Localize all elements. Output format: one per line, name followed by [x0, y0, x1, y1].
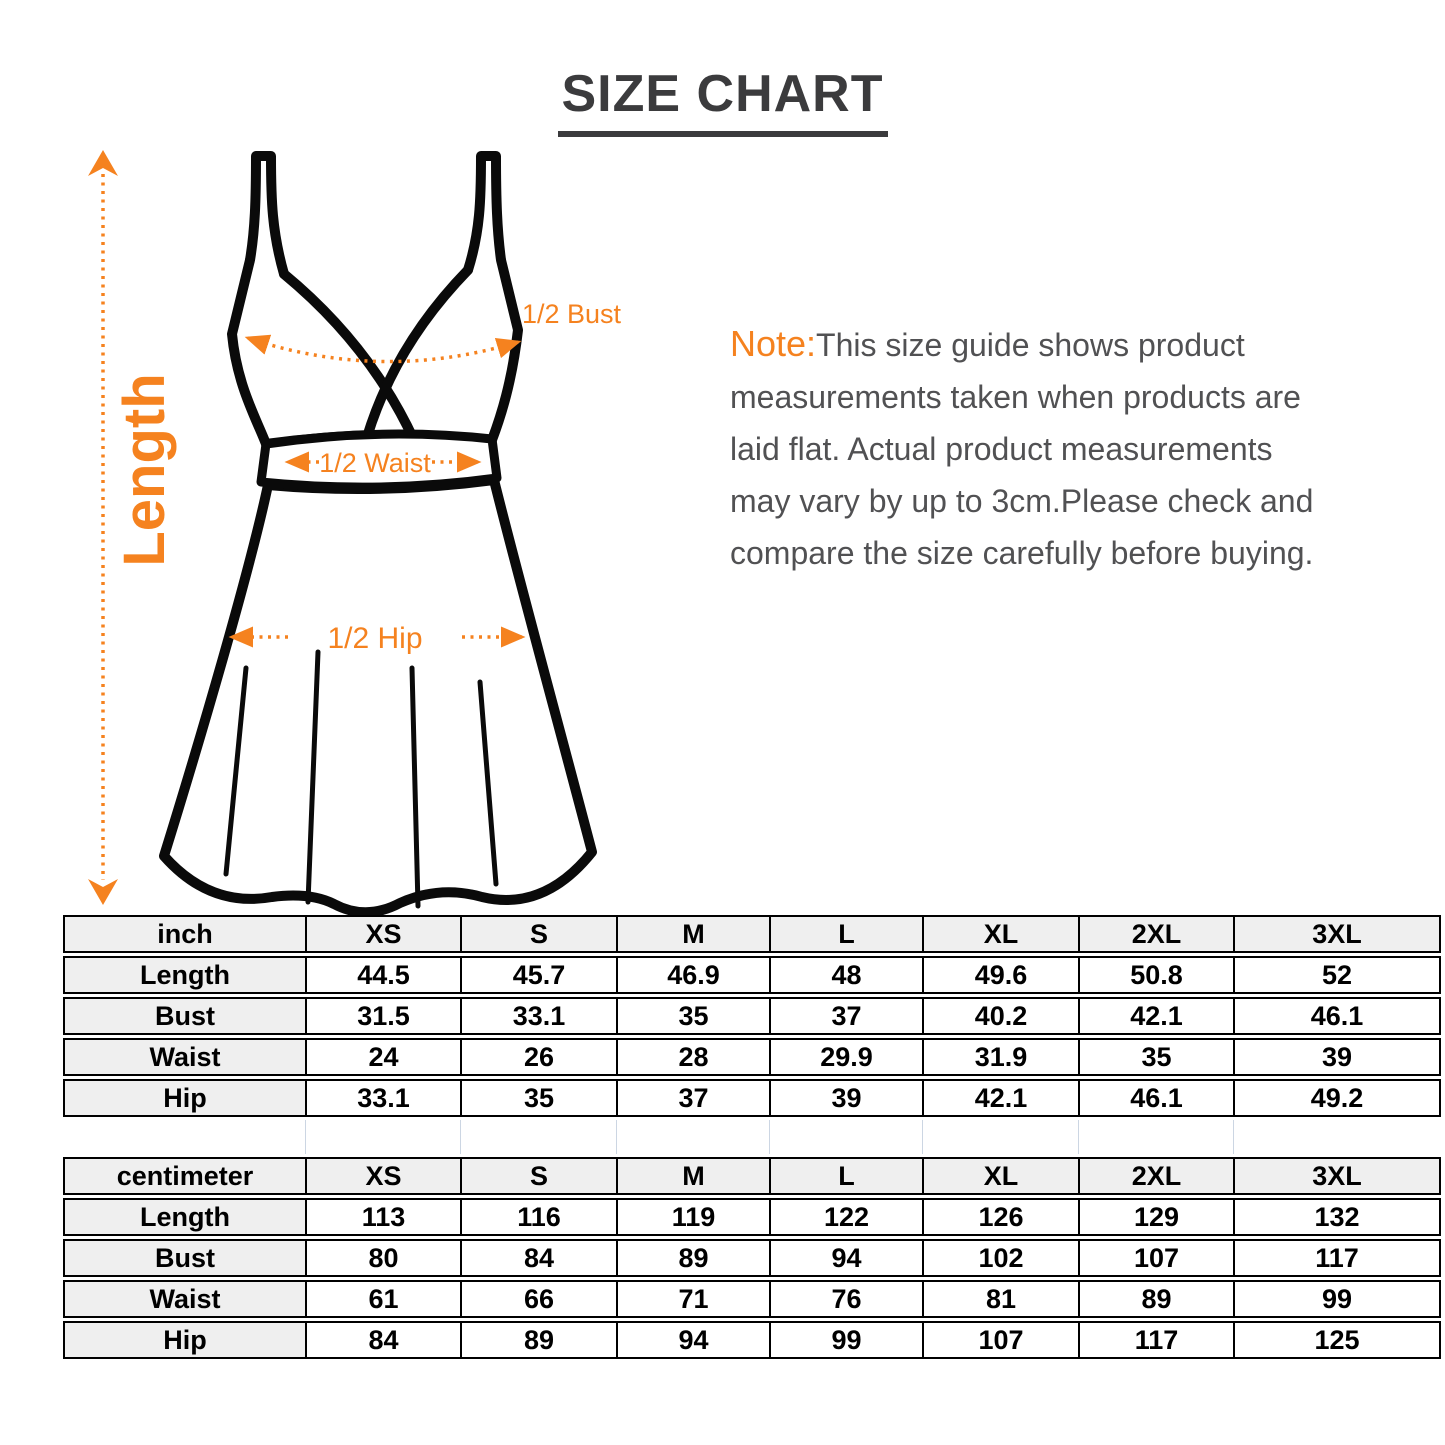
value-cell: 80	[305, 1239, 460, 1277]
value-cell: 35	[460, 1079, 616, 1117]
value-cell: 76	[769, 1280, 922, 1318]
value-cell: 37	[769, 997, 922, 1035]
gap-cell	[922, 1120, 1078, 1154]
row-label-cell: Hip	[63, 1079, 305, 1117]
size-header-cell: 2XL	[1078, 1157, 1233, 1195]
gap-cell	[63, 1120, 305, 1154]
value-cell: 61	[305, 1280, 460, 1318]
value-cell: 129	[1078, 1198, 1233, 1236]
size-header-cell: 2XL	[1078, 915, 1233, 953]
gap-cell	[1078, 1120, 1233, 1154]
value-cell: 84	[460, 1239, 616, 1277]
value-cell: 33.1	[460, 997, 616, 1035]
value-cell: 117	[1233, 1239, 1441, 1277]
gap-cell	[616, 1120, 769, 1154]
value-cell: 52	[1233, 956, 1441, 994]
value-cell: 42.1	[922, 1079, 1078, 1117]
table-header-row	[63, 915, 1441, 953]
value-cell: 31.9	[922, 1038, 1078, 1076]
table-gap-row	[63, 1120, 1441, 1154]
value-cell: 66	[460, 1280, 616, 1318]
value-cell: 94	[769, 1239, 922, 1277]
value-cell: 46.1	[1078, 1079, 1233, 1117]
size-table	[63, 912, 1441, 1362]
row-label-cell: Bust	[63, 997, 305, 1035]
size-tables	[63, 912, 1441, 1362]
bust-label: 1/2 Bust	[522, 299, 622, 329]
dress-measurement-diagram	[60, 140, 680, 915]
value-cell: 50.8	[1078, 956, 1233, 994]
size-header-cell: M	[616, 915, 769, 953]
row-label-cell: Length	[63, 956, 305, 994]
dress-diagram-svg	[60, 140, 680, 915]
value-cell: 48	[769, 956, 922, 994]
note-body: This size guide shows product measurements taken when products are laid flat. Actual product measurements may vary by up to 3cm.Please check and compare the size carefully before buying.	[730, 327, 1314, 571]
note-paragraph	[730, 318, 1330, 579]
note-label: Note:	[730, 323, 817, 364]
value-cell: 113	[305, 1198, 460, 1236]
value-cell: 94	[616, 1321, 769, 1359]
value-cell: 99	[1233, 1280, 1441, 1318]
value-cell: 39	[1233, 1038, 1441, 1076]
size-header-cell: XL	[922, 915, 1078, 953]
value-cell: 44.5	[305, 956, 460, 994]
gap-cell	[769, 1120, 922, 1154]
table-row	[63, 1079, 1441, 1117]
value-cell: 89	[460, 1321, 616, 1359]
size-header-cell: 3XL	[1233, 1157, 1441, 1195]
value-cell: 81	[922, 1280, 1078, 1318]
gap-cell	[1233, 1120, 1441, 1154]
row-label-cell: Waist	[63, 1280, 305, 1318]
value-cell: 35	[1078, 1038, 1233, 1076]
page-title	[0, 64, 1445, 137]
value-cell: 49.6	[922, 956, 1078, 994]
hip-label: 1/2 Hip	[327, 622, 423, 655]
size-header-cell: L	[769, 1157, 922, 1195]
table-row	[63, 1321, 1441, 1359]
value-cell: 116	[460, 1198, 616, 1236]
value-cell: 37	[616, 1079, 769, 1117]
value-cell: 40.2	[922, 997, 1078, 1035]
value-cell: 49.2	[1233, 1079, 1441, 1117]
row-label-cell: Bust	[63, 1239, 305, 1277]
table-header-row	[63, 1157, 1441, 1195]
row-label-cell: Waist	[63, 1038, 305, 1076]
value-cell: 31.5	[305, 997, 460, 1035]
table-row	[63, 1198, 1441, 1236]
value-cell: 125	[1233, 1321, 1441, 1359]
gap-cell	[460, 1120, 616, 1154]
value-cell: 46.1	[1233, 997, 1441, 1035]
value-cell: 45.7	[460, 956, 616, 994]
value-cell: 42.1	[1078, 997, 1233, 1035]
size-header-cell: 3XL	[1233, 915, 1441, 953]
table-row	[63, 997, 1441, 1035]
value-cell: 119	[616, 1198, 769, 1236]
value-cell: 122	[769, 1198, 922, 1236]
value-cell: 84	[305, 1321, 460, 1359]
waist-label: 1/2 Waist	[319, 448, 431, 478]
value-cell: 107	[922, 1321, 1078, 1359]
value-cell: 99	[769, 1321, 922, 1359]
length-label: Length	[112, 373, 177, 567]
value-cell: 132	[1233, 1198, 1441, 1236]
value-cell: 102	[922, 1239, 1078, 1277]
unit-header-cell: inch	[63, 915, 305, 953]
table-row	[63, 1038, 1441, 1076]
row-label-cell: Length	[63, 1198, 305, 1236]
table-row	[63, 1280, 1441, 1318]
value-cell: 35	[616, 997, 769, 1035]
value-cell: 29.9	[769, 1038, 922, 1076]
size-header-cell: S	[460, 1157, 616, 1195]
size-header-cell: S	[460, 915, 616, 953]
value-cell: 26	[460, 1038, 616, 1076]
value-cell: 117	[1078, 1321, 1233, 1359]
value-cell: 71	[616, 1280, 769, 1318]
value-cell: 126	[922, 1198, 1078, 1236]
size-header-cell: XL	[922, 1157, 1078, 1195]
value-cell: 28	[616, 1038, 769, 1076]
value-cell: 33.1	[305, 1079, 460, 1117]
value-cell: 107	[1078, 1239, 1233, 1277]
unit-header-cell: centimeter	[63, 1157, 305, 1195]
size-header-cell: M	[616, 1157, 769, 1195]
size-header-cell: XS	[305, 1157, 460, 1195]
row-label-cell: Hip	[63, 1321, 305, 1359]
size-header-cell: XS	[305, 915, 460, 953]
gap-cell	[305, 1120, 460, 1154]
table-row	[63, 1239, 1441, 1277]
value-cell: 24	[305, 1038, 460, 1076]
table-row	[63, 956, 1441, 994]
size-header-cell: L	[769, 915, 922, 953]
value-cell: 39	[769, 1079, 922, 1117]
dress-outline-icon	[164, 156, 592, 912]
value-cell: 89	[616, 1239, 769, 1277]
value-cell: 46.9	[616, 956, 769, 994]
page-title-text: SIZE CHART	[558, 64, 888, 137]
value-cell: 89	[1078, 1280, 1233, 1318]
